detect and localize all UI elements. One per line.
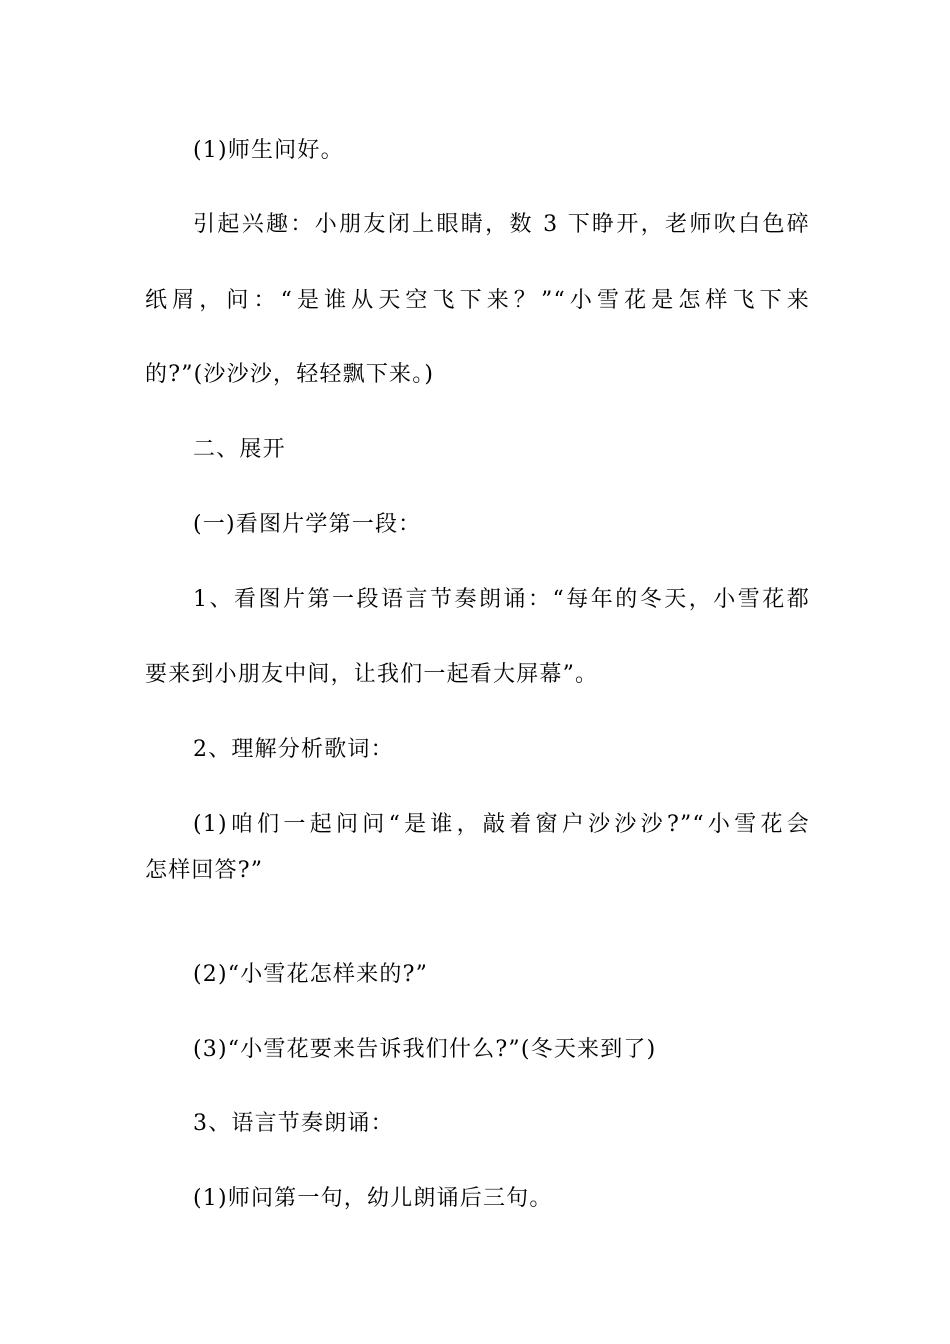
paragraph-line: (2)“小雪花怎样来的?” xyxy=(193,962,429,987)
subsection-heading: (一)看图片学第一段： xyxy=(193,512,422,537)
paragraph-line: 要来到小朋友中间，让我们一起看大屏幕”。 xyxy=(145,662,599,687)
paragraph-line: 的?”(沙沙沙，轻轻飘下来。) xyxy=(145,362,435,387)
paragraph-line: (3)“小雪花要来告诉我们什么?”(冬天来到了) xyxy=(193,1037,657,1062)
paragraph-line: 3、语言节奏朗诵： xyxy=(193,1111,394,1136)
paragraph-line: 2、理解分析歌词： xyxy=(193,737,394,762)
paragraph-line: 纸屑，问：“是谁从天空飞下来？”“小雪花是怎样飞下来 xyxy=(145,288,810,313)
section-heading: 二、展开 xyxy=(193,437,286,462)
paragraph-line: (1)师生问好。 xyxy=(193,138,344,163)
paragraph-line: (1)师问第一句，幼儿朗诵后三句。 xyxy=(193,1186,553,1211)
paragraph-line: (1)咱们一起问问“是谁，敲着窗户沙沙沙?”“小雪花会 xyxy=(193,812,810,837)
paragraph-line: 引起兴趣：小朋友闭上眼睛，数 3 下睁开，老师吹白色碎 xyxy=(193,212,810,237)
paragraph-line: 怎样回答?” xyxy=(145,858,264,883)
paragraph-line: 1、看图片第一段语言节奏朗诵：“每年的冬天，小雪花都 xyxy=(193,587,810,612)
